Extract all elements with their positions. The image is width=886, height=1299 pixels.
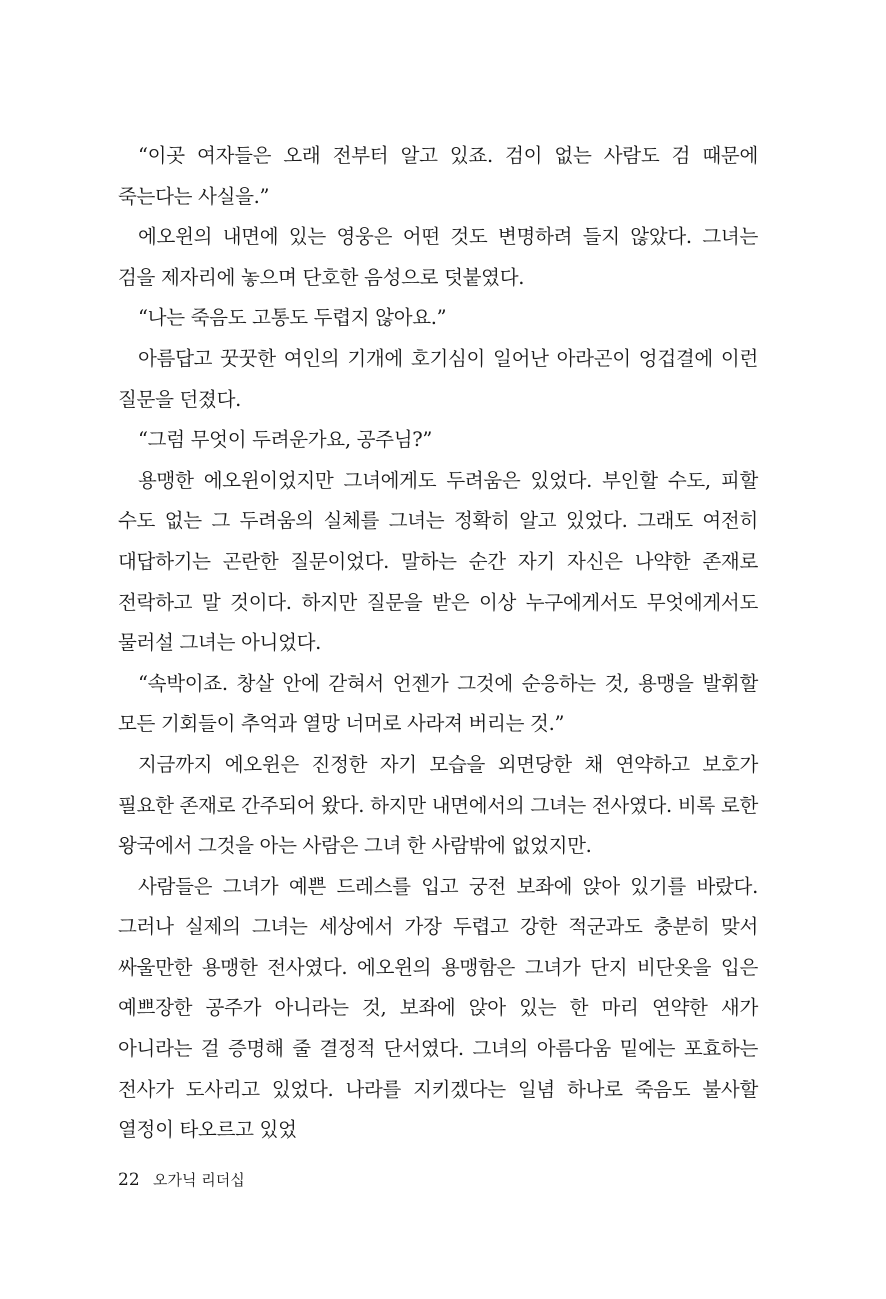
paragraph: 용맹한 에오윈이었지만 그녀에게도 두려움은 있었다. 부인할 수도, 피할 수도 없는 그 두려움의 실체를 그녀는 정확히 알고 있었다. 그래도 여전히 대답하기는 곤란한 질문이었다. 말하는 순간 자기 자신은 나약한 존재로 전락하고 말 것이다. 하지만 질문을 받은 이상 누구에게서도 무엇에게서도 물러설 그녀는 아니었다. [118,468,758,655]
paragraph: 에오윈의 내면에 있는 영웅은 어떤 것도 변명하려 들지 않았다. 그녀는 검을 제자리에 놓으며 단호한 음성으로 덧붙였다. [118,225,758,289]
paragraph: “이곳 여자들은 오래 전부터 알고 있죠. 검이 없는 사람도 검 때문에 죽는다는 사실을.” [118,144,758,208]
paragraph: “그럼 무엇이 두려운가요, 공주님?” [138,428,433,452]
running-title: 오가닉 리더십 [153,1171,245,1189]
body-text [118,136,758,1151]
paragraph: “속박이죠. 창살 안에 갇혀서 언젠가 그것에 순응하는 것, 용맹을 발휘할 모든 기회들이 추억과 열망 너머로 사라져 버리는 것.” [118,671,758,736]
page-footer [118,1168,245,1192]
paragraph: 아름답고 꿋꿋한 여인의 기개에 호기심이 일어난 아라곤이 엉겁결에 이런 질문을 던졌다. [118,346,758,411]
page-number: 22 [118,1170,140,1190]
paragraph: “나는 죽음도 고통도 두렵지 않아요.” [138,306,447,330]
paragraph: 지금까지 에오윈은 진정한 자기 모습을 외면당한 채 연약하고 보호가 필요한 존재로 간주되어 왔다. 하지만 내면에서의 그녀는 전사였다. 비록 로한 왕국에서 그것을 아는 사람은 그녀 한 사람밖에 없었지만. [118,752,758,858]
paragraph: 사람들은 그녀가 예쁜 드레스를 입고 궁전 보좌에 앉아 있기를 바랐다. 그러나 실제의 그녀는 세상에서 가장 두렵고 강한 적군과도 충분히 맞서 싸울만한 용맹한 전사였다. 에오윈의 용맹함은 그녀가 단지 비단옷을 입은 예쁘장한 공주가 아니라는 것, 보좌에 앉아 있는 한 마리 연약한 새가 아니라는 걸 증명해 줄 결정적 단서였다. 그녀의 아름다움 밑에는 포효하는 전사가 도사리고 있었다. 나라를 지키겠다는 일념 하나로 죽음도 불사할 열정이 타오르고 있었 [118,874,758,1142]
